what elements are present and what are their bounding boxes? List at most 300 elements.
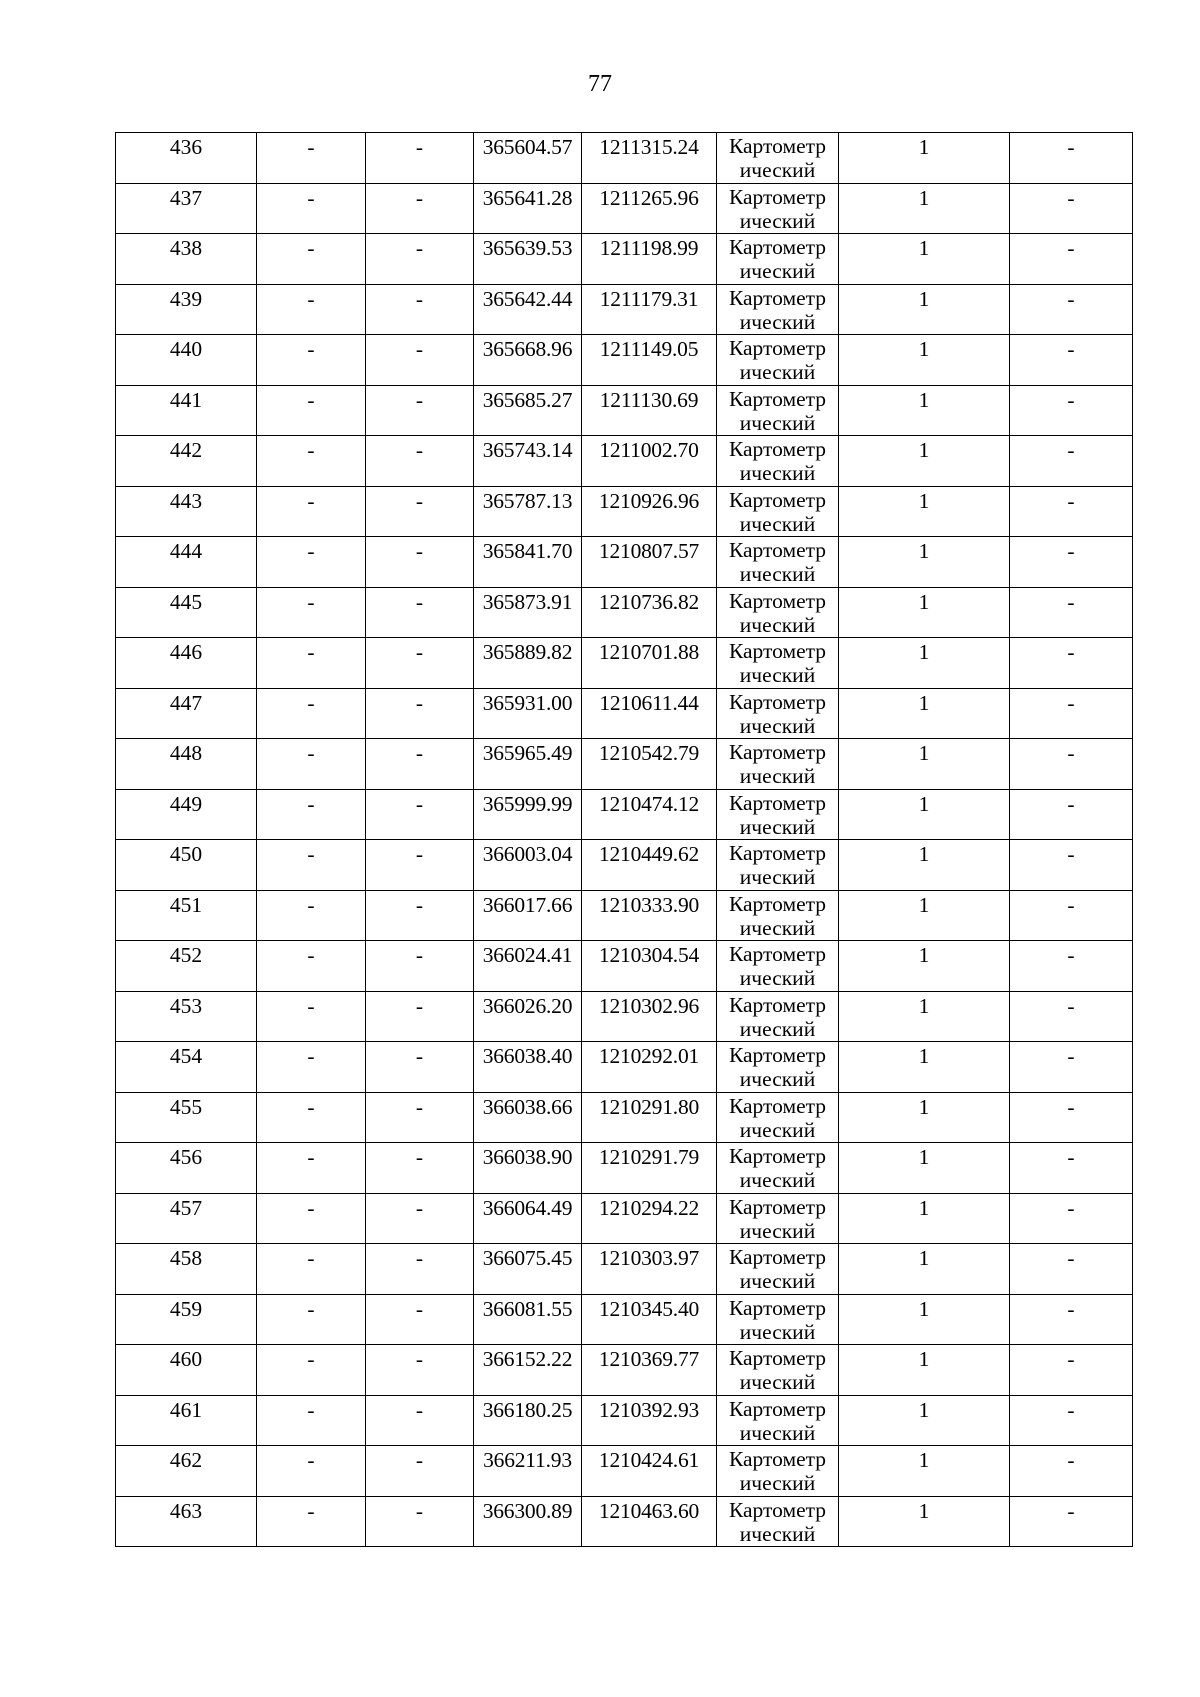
accuracy-cell: 1 xyxy=(839,385,1010,436)
y-coordinate-cell: 1211002.70 xyxy=(582,436,717,487)
method-cell xyxy=(717,840,839,891)
point-number-cell: 462 xyxy=(116,1446,257,1497)
empty-dash-cell: - xyxy=(366,789,474,840)
method-line-1: Картометр xyxy=(728,588,827,613)
table-row xyxy=(116,385,1133,436)
method-line-2: ический xyxy=(739,1117,816,1142)
method-cell xyxy=(717,1345,839,1396)
empty-dash-cell: - xyxy=(366,1042,474,1093)
accuracy-cell: 1 xyxy=(839,537,1010,588)
point-number-cell: 459 xyxy=(116,1294,257,1345)
method-line-1: Картометр xyxy=(728,134,827,158)
note-cell: - xyxy=(1010,1345,1133,1396)
accuracy-cell: 1 xyxy=(839,1042,1010,1093)
note-cell: - xyxy=(1010,1395,1133,1446)
empty-dash-cell: - xyxy=(366,1496,474,1547)
note-cell: - xyxy=(1010,941,1133,992)
x-coordinate-cell: 366211.93 xyxy=(474,1446,582,1497)
accuracy-cell: 1 xyxy=(839,1446,1010,1497)
method-line-1: Картометр xyxy=(728,1194,827,1219)
empty-dash-cell: - xyxy=(257,941,366,992)
table-row xyxy=(116,739,1133,790)
note-cell: - xyxy=(1010,587,1133,638)
method-cell xyxy=(717,385,839,436)
point-number-cell: 463 xyxy=(116,1496,257,1547)
empty-dash-cell: - xyxy=(366,537,474,588)
table-row xyxy=(116,890,1133,941)
empty-dash-cell: - xyxy=(257,234,366,285)
empty-dash-cell: - xyxy=(366,688,474,739)
method-cell xyxy=(717,183,839,234)
table-row xyxy=(116,1143,1133,1194)
point-number-cell: 448 xyxy=(116,739,257,790)
method-line-2: ический xyxy=(739,410,816,435)
accuracy-cell: 1 xyxy=(839,183,1010,234)
y-coordinate-cell: 1210292.01 xyxy=(582,1042,717,1093)
x-coordinate-cell: 365931.00 xyxy=(474,688,582,739)
note-cell: - xyxy=(1010,1193,1133,1244)
empty-dash-cell: - xyxy=(366,1244,474,1295)
y-coordinate-cell: 1211149.05 xyxy=(582,335,717,386)
method-cell xyxy=(717,688,839,739)
y-coordinate-cell: 1210302.96 xyxy=(582,991,717,1042)
table-row xyxy=(116,840,1133,891)
x-coordinate-cell: 366024.41 xyxy=(474,941,582,992)
note-cell: - xyxy=(1010,1042,1133,1093)
accuracy-cell: 1 xyxy=(839,133,1010,184)
note-cell: - xyxy=(1010,335,1133,386)
y-coordinate-cell: 1210474.12 xyxy=(582,789,717,840)
empty-dash-cell: - xyxy=(257,688,366,739)
accuracy-cell: 1 xyxy=(839,991,1010,1042)
y-coordinate-cell: 1210303.97 xyxy=(582,1244,717,1295)
point-number-cell: 441 xyxy=(116,385,257,436)
method-cell xyxy=(717,1294,839,1345)
empty-dash-cell: - xyxy=(257,789,366,840)
table-row xyxy=(116,941,1133,992)
method-line-2: ический xyxy=(739,1168,816,1192)
method-line-2: ический xyxy=(739,158,816,182)
empty-dash-cell: - xyxy=(257,1143,366,1194)
method-line-1: Картометр xyxy=(728,235,827,259)
method-line-2: ический xyxy=(739,1319,816,1344)
empty-dash-cell: - xyxy=(366,941,474,992)
point-number-cell: 452 xyxy=(116,941,257,992)
accuracy-cell: 1 xyxy=(839,1294,1010,1345)
method-line-1: Картометр xyxy=(728,1346,827,1370)
table-row xyxy=(116,183,1133,234)
empty-dash-cell: - xyxy=(257,1092,366,1143)
note-cell: - xyxy=(1010,385,1133,436)
table-row xyxy=(116,688,1133,739)
method-cell xyxy=(717,436,839,487)
empty-dash-cell: - xyxy=(366,436,474,487)
point-number-cell: 451 xyxy=(116,890,257,941)
x-coordinate-cell: 366038.66 xyxy=(474,1092,582,1143)
table-row xyxy=(116,991,1133,1042)
method-line-1: Картометр xyxy=(728,1497,827,1522)
note-cell: - xyxy=(1010,133,1133,184)
note-cell: - xyxy=(1010,1496,1133,1547)
note-cell: - xyxy=(1010,840,1133,891)
accuracy-cell: 1 xyxy=(839,941,1010,992)
method-line-2: ический xyxy=(739,1269,816,1293)
y-coordinate-cell: 1210926.96 xyxy=(582,486,717,537)
method-line-1: Картометр xyxy=(728,1093,827,1118)
note-cell: - xyxy=(1010,739,1133,790)
point-number-cell: 445 xyxy=(116,587,257,638)
method-cell xyxy=(717,587,839,638)
x-coordinate-cell: 365642.44 xyxy=(474,284,582,335)
empty-dash-cell: - xyxy=(366,1143,474,1194)
method-line-2: ический xyxy=(739,309,816,334)
method-line-1: Картометр xyxy=(728,1447,827,1471)
table-row xyxy=(116,1496,1133,1547)
method-line-1: Картометр xyxy=(728,992,827,1017)
method-line-1: Картометр xyxy=(728,1043,827,1067)
point-number-cell: 458 xyxy=(116,1244,257,1295)
x-coordinate-cell: 365641.28 xyxy=(474,183,582,234)
y-coordinate-cell: 1210424.61 xyxy=(582,1446,717,1497)
method-line-1: Картометр xyxy=(728,740,827,764)
x-coordinate-cell: 366003.04 xyxy=(474,840,582,891)
empty-dash-cell: - xyxy=(257,739,366,790)
method-line-2: ический xyxy=(739,764,816,788)
point-number-cell: 457 xyxy=(116,1193,257,1244)
empty-dash-cell: - xyxy=(257,183,366,234)
method-line-1: Картометр xyxy=(728,790,827,815)
method-cell xyxy=(717,537,839,588)
point-number-cell: 461 xyxy=(116,1395,257,1446)
method-cell xyxy=(717,284,839,335)
note-cell: - xyxy=(1010,789,1133,840)
method-line-2: ический xyxy=(739,1370,816,1394)
method-line-1: Картометр xyxy=(728,841,827,865)
method-cell xyxy=(717,1042,839,1093)
empty-dash-cell: - xyxy=(257,335,366,386)
method-line-1: Картометр xyxy=(728,1295,827,1320)
y-coordinate-cell: 1210333.90 xyxy=(582,890,717,941)
note-cell: - xyxy=(1010,1092,1133,1143)
note-cell: - xyxy=(1010,537,1133,588)
method-line-2: ический xyxy=(739,1471,816,1495)
x-coordinate-cell: 366081.55 xyxy=(474,1294,582,1345)
table-row xyxy=(116,1193,1133,1244)
y-coordinate-cell: 1210304.54 xyxy=(582,941,717,992)
note-cell: - xyxy=(1010,1143,1133,1194)
empty-dash-cell: - xyxy=(257,991,366,1042)
accuracy-cell: 1 xyxy=(839,688,1010,739)
accuracy-cell: 1 xyxy=(839,436,1010,487)
table-row xyxy=(116,1244,1133,1295)
accuracy-cell: 1 xyxy=(839,284,1010,335)
method-line-2: ический xyxy=(739,259,816,283)
method-cell xyxy=(717,1395,839,1446)
table-row xyxy=(116,1042,1133,1093)
empty-dash-cell: - xyxy=(257,486,366,537)
x-coordinate-cell: 365743.14 xyxy=(474,436,582,487)
x-coordinate-cell: 365965.49 xyxy=(474,739,582,790)
method-line-2: ический xyxy=(739,360,816,384)
point-number-cell: 440 xyxy=(116,335,257,386)
accuracy-cell: 1 xyxy=(839,1193,1010,1244)
method-cell xyxy=(717,789,839,840)
point-number-cell: 443 xyxy=(116,486,257,537)
y-coordinate-cell: 1210369.77 xyxy=(582,1345,717,1396)
x-coordinate-cell: 366075.45 xyxy=(474,1244,582,1295)
method-cell xyxy=(717,1446,839,1497)
y-coordinate-cell: 1210807.57 xyxy=(582,537,717,588)
empty-dash-cell: - xyxy=(257,1193,366,1244)
empty-dash-cell: - xyxy=(366,335,474,386)
coordinates-table xyxy=(115,132,1133,1547)
note-cell: - xyxy=(1010,284,1133,335)
empty-dash-cell: - xyxy=(366,1294,474,1345)
empty-dash-cell: - xyxy=(366,587,474,638)
method-line-1: Картометр xyxy=(728,942,827,966)
x-coordinate-cell: 366152.22 xyxy=(474,1345,582,1396)
y-coordinate-cell: 1210345.40 xyxy=(582,1294,717,1345)
point-number-cell: 447 xyxy=(116,688,257,739)
method-cell xyxy=(717,991,839,1042)
x-coordinate-cell: 366038.40 xyxy=(474,1042,582,1093)
y-coordinate-cell: 1211179.31 xyxy=(582,284,717,335)
y-coordinate-cell: 1210611.44 xyxy=(582,688,717,739)
empty-dash-cell: - xyxy=(366,840,474,891)
empty-dash-cell: - xyxy=(257,1294,366,1345)
note-cell: - xyxy=(1010,1446,1133,1497)
empty-dash-cell: - xyxy=(257,436,366,487)
method-line-2: ический xyxy=(739,562,816,586)
note-cell: - xyxy=(1010,486,1133,537)
empty-dash-cell: - xyxy=(257,133,366,184)
x-coordinate-cell: 365873.91 xyxy=(474,587,582,638)
table-row xyxy=(116,1395,1133,1446)
accuracy-cell: 1 xyxy=(839,638,1010,689)
empty-dash-cell: - xyxy=(257,840,366,891)
empty-dash-cell: - xyxy=(257,1042,366,1093)
note-cell: - xyxy=(1010,1244,1133,1295)
page-number: 77 xyxy=(588,71,612,97)
empty-dash-cell: - xyxy=(366,1345,474,1396)
method-line-2: ический xyxy=(739,1016,816,1041)
method-line-2: ический xyxy=(739,713,816,738)
y-coordinate-cell: 1210294.22 xyxy=(582,1193,717,1244)
point-number-cell: 444 xyxy=(116,537,257,588)
accuracy-cell: 1 xyxy=(839,234,1010,285)
note-cell: - xyxy=(1010,436,1133,487)
note-cell: - xyxy=(1010,638,1133,689)
table-row xyxy=(116,537,1133,588)
empty-dash-cell: - xyxy=(257,284,366,335)
method-line-2: ический xyxy=(739,1218,816,1243)
method-cell xyxy=(717,486,839,537)
accuracy-cell: 1 xyxy=(839,739,1010,790)
accuracy-cell: 1 xyxy=(839,789,1010,840)
table-row xyxy=(116,234,1133,285)
x-coordinate-cell: 365841.70 xyxy=(474,537,582,588)
empty-dash-cell: - xyxy=(366,1092,474,1143)
method-cell xyxy=(717,133,839,184)
point-number-cell: 460 xyxy=(116,1345,257,1396)
method-line-2: ический xyxy=(739,208,816,233)
method-line-2: ический xyxy=(739,461,816,485)
empty-dash-cell: - xyxy=(257,537,366,588)
point-number-cell: 437 xyxy=(116,183,257,234)
method-cell xyxy=(717,1193,839,1244)
method-cell xyxy=(717,234,839,285)
x-coordinate-cell: 366064.49 xyxy=(474,1193,582,1244)
note-cell: - xyxy=(1010,890,1133,941)
method-line-2: ический xyxy=(739,814,816,839)
method-cell xyxy=(717,1244,839,1295)
x-coordinate-cell: 365787.13 xyxy=(474,486,582,537)
table-row xyxy=(116,436,1133,487)
x-coordinate-cell: 366017.66 xyxy=(474,890,582,941)
method-line-2: ический xyxy=(739,1420,816,1445)
y-coordinate-cell: 1210463.60 xyxy=(582,1496,717,1547)
point-number-cell: 454 xyxy=(116,1042,257,1093)
y-coordinate-cell: 1211265.96 xyxy=(582,183,717,234)
y-coordinate-cell: 1211130.69 xyxy=(582,385,717,436)
x-coordinate-cell: 366180.25 xyxy=(474,1395,582,1446)
table-row xyxy=(116,638,1133,689)
point-number-cell: 436 xyxy=(116,133,257,184)
accuracy-cell: 1 xyxy=(839,840,1010,891)
empty-dash-cell: - xyxy=(366,486,474,537)
accuracy-cell: 1 xyxy=(839,486,1010,537)
empty-dash-cell: - xyxy=(257,1496,366,1547)
empty-dash-cell: - xyxy=(366,1446,474,1497)
method-line-1: Картометр xyxy=(728,437,827,461)
empty-dash-cell: - xyxy=(257,1244,366,1295)
method-line-2: ический xyxy=(739,915,816,940)
method-line-1: Картометр xyxy=(728,891,827,916)
table-row xyxy=(116,284,1133,335)
x-coordinate-cell: 365685.27 xyxy=(474,385,582,436)
accuracy-cell: 1 xyxy=(839,1395,1010,1446)
y-coordinate-cell: 1211198.99 xyxy=(582,234,717,285)
empty-dash-cell: - xyxy=(257,1446,366,1497)
x-coordinate-cell: 365639.53 xyxy=(474,234,582,285)
empty-dash-cell: - xyxy=(366,991,474,1042)
empty-dash-cell: - xyxy=(257,1395,366,1446)
empty-dash-cell: - xyxy=(366,1193,474,1244)
empty-dash-cell: - xyxy=(366,183,474,234)
method-line-2: ический xyxy=(739,663,816,687)
empty-dash-cell: - xyxy=(366,638,474,689)
note-cell: - xyxy=(1010,234,1133,285)
table-row xyxy=(116,1092,1133,1143)
method-line-2: ический xyxy=(739,1521,816,1546)
point-number-cell: 438 xyxy=(116,234,257,285)
accuracy-cell: 1 xyxy=(839,890,1010,941)
empty-dash-cell: - xyxy=(257,1345,366,1396)
point-number-cell: 455 xyxy=(116,1092,257,1143)
table-row xyxy=(116,335,1133,386)
point-number-cell: 442 xyxy=(116,436,257,487)
method-line-2: ический xyxy=(739,1067,816,1091)
point-number-cell: 446 xyxy=(116,638,257,689)
table-row xyxy=(116,789,1133,840)
empty-dash-cell: - xyxy=(366,234,474,285)
method-line-1: Картометр xyxy=(728,487,827,512)
method-line-1: Картометр xyxy=(728,184,827,209)
method-cell xyxy=(717,638,839,689)
method-line-1: Картометр xyxy=(728,1245,827,1269)
accuracy-cell: 1 xyxy=(839,1244,1010,1295)
y-coordinate-cell: 1210542.79 xyxy=(582,739,717,790)
method-line-1: Картометр xyxy=(728,689,827,714)
note-cell: - xyxy=(1010,1294,1133,1345)
empty-dash-cell: - xyxy=(366,133,474,184)
empty-dash-cell: - xyxy=(366,1395,474,1446)
method-cell xyxy=(717,890,839,941)
note-cell: - xyxy=(1010,991,1133,1042)
x-coordinate-cell: 366038.90 xyxy=(474,1143,582,1194)
empty-dash-cell: - xyxy=(366,284,474,335)
y-coordinate-cell: 1210701.88 xyxy=(582,638,717,689)
method-cell xyxy=(717,1496,839,1547)
point-number-cell: 456 xyxy=(116,1143,257,1194)
empty-dash-cell: - xyxy=(366,890,474,941)
y-coordinate-cell: 1210392.93 xyxy=(582,1395,717,1446)
point-number-cell: 453 xyxy=(116,991,257,1042)
method-cell xyxy=(717,1143,839,1194)
empty-dash-cell: - xyxy=(366,739,474,790)
accuracy-cell: 1 xyxy=(839,1345,1010,1396)
y-coordinate-cell: 1210291.79 xyxy=(582,1143,717,1194)
method-cell xyxy=(717,941,839,992)
table-row xyxy=(116,1294,1133,1345)
empty-dash-cell: - xyxy=(257,890,366,941)
method-line-2: ический xyxy=(739,865,816,889)
y-coordinate-cell: 1210449.62 xyxy=(582,840,717,891)
accuracy-cell: 1 xyxy=(839,1092,1010,1143)
accuracy-cell: 1 xyxy=(839,1496,1010,1547)
note-cell: - xyxy=(1010,688,1133,739)
x-coordinate-cell: 365604.57 xyxy=(474,133,582,184)
x-coordinate-cell: 365999.99 xyxy=(474,789,582,840)
y-coordinate-cell: 1211315.24 xyxy=(582,133,717,184)
method-line-2: ический xyxy=(739,612,816,637)
method-cell xyxy=(717,335,839,386)
point-number-cell: 449 xyxy=(116,789,257,840)
method-cell xyxy=(717,739,839,790)
method-line-2: ический xyxy=(739,511,816,536)
x-coordinate-cell: 365889.82 xyxy=(474,638,582,689)
point-number-cell: 450 xyxy=(116,840,257,891)
method-line-1: Картометр xyxy=(728,639,827,663)
accuracy-cell: 1 xyxy=(839,1143,1010,1194)
table-row xyxy=(116,133,1133,184)
x-coordinate-cell: 366026.20 xyxy=(474,991,582,1042)
y-coordinate-cell: 1210291.80 xyxy=(582,1092,717,1143)
method-line-1: Картометр xyxy=(728,285,827,310)
x-coordinate-cell: 366300.89 xyxy=(474,1496,582,1547)
accuracy-cell: 1 xyxy=(839,335,1010,386)
method-line-1: Картометр xyxy=(728,336,827,360)
table-row xyxy=(116,486,1133,537)
table-row xyxy=(116,587,1133,638)
note-cell: - xyxy=(1010,183,1133,234)
method-line-1: Картометр xyxy=(728,538,827,562)
empty-dash-cell: - xyxy=(366,385,474,436)
table-row xyxy=(116,1345,1133,1396)
method-line-2: ический xyxy=(739,966,816,990)
method-line-1: Картометр xyxy=(728,1396,827,1421)
y-coordinate-cell: 1210736.82 xyxy=(582,587,717,638)
